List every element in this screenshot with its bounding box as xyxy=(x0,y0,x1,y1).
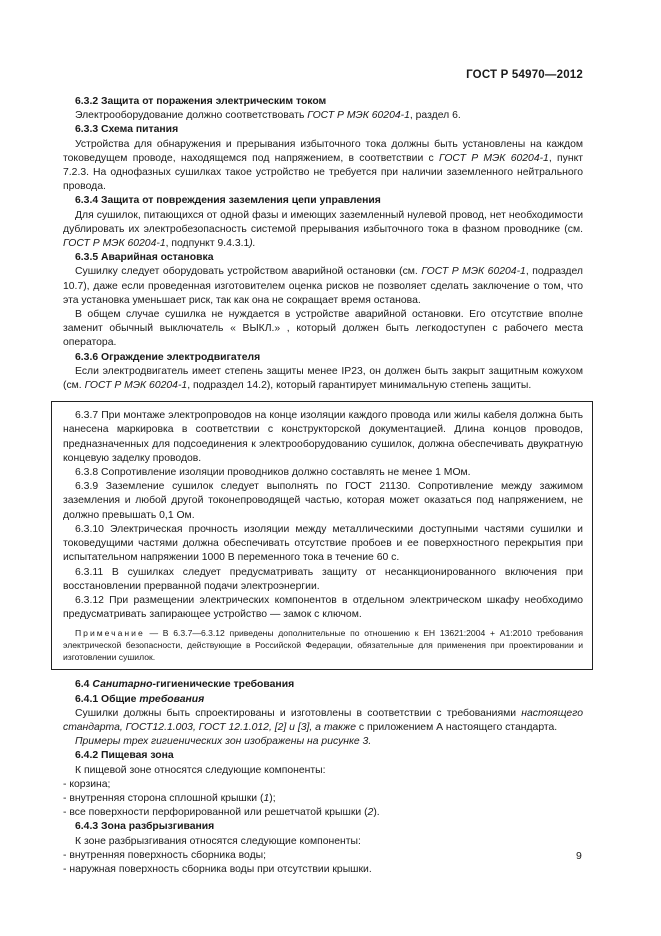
section-6-4-1-title: 6.4.1 Общие требования xyxy=(75,693,205,705)
section-6-3-3-title: 6.3.3 Схема питания xyxy=(75,124,179,136)
page-number: 9 xyxy=(576,850,582,862)
page-content xyxy=(63,95,583,877)
section-6-4-3-title: 6.4.3 Зона разбрызгивания xyxy=(75,821,215,833)
section-6-3-5-title: 6.3.5 Аварийная остановка xyxy=(75,252,214,264)
clause-6-3-9: 6.3.9 Заземление сушилок следует выполнять по ГОСТ 21130. Сопротивление между зажимом заземления и любой другой токонепроводящей частью, которая может оказаться под напряжением, не должно превышать 0,1 Ом. xyxy=(63,481,583,521)
document-header: ГОСТ Р 54970—2012 xyxy=(466,69,583,81)
note-label: Примечание xyxy=(75,628,145,639)
clause-6-3-10: 6.3.10 Электрическая прочность изоляции между металлическими доступными частями сушилки и токоведущими частями должна обеспечивать отсутствие пробоев и ее поверхностного перекрытия при испытательном напряжении 1000 В переменного тока в течение 60 с. xyxy=(63,523,583,564)
list-item: - наружная поверхность сборника воды при отсутствии крышки. xyxy=(63,863,372,875)
list-item: - корзина; xyxy=(63,778,111,790)
section-6-4-1-text: Сушилки должны быть спроектированы и изготовлены в соответствии с требованиями настоящего стандарта, ГОСТ12.1.003, ГОСТ 12.1.012, [2] и [3], а также с приложением А настоящего стандарта. xyxy=(63,707,583,733)
section-6-4-2-intro: К пищевой зоне относятся следующие компоненты: xyxy=(75,764,326,776)
list-item: - все поверхности перфорированной или решетчатой крышки (2). xyxy=(63,807,380,819)
section-6-4-3-intro: К зоне разбрызгивания относятся следующие компоненты: xyxy=(75,835,361,847)
list-item: - внутренняя сторона сплошной крышки (1); xyxy=(63,792,276,804)
section-6-4-1-figure-ref: Примеры трех гигиенических зон изображены на рисунке 3. xyxy=(75,736,372,748)
section-6-3-2-title: 6.3.2 Защита от поражения электрическим током xyxy=(75,96,327,107)
boxed-national-requirements xyxy=(51,401,593,670)
clause-6-3-8: 6.3.8 Сопротивление изоляции проводников должно составлять не менее 1 МОм. xyxy=(75,467,471,479)
section-6-4-title: 6.4 Санитарно-гигиенические требования xyxy=(75,679,295,691)
section-6-3-6-title: 6.3.6 Ограждение электродвигателя xyxy=(75,351,261,363)
section-6-3-6-text: Если электродвигатель имеет степень защиты менее IP23, он должен быть закрыт защитным кожухом (см. ГОСТ Р МЭК 60204-1, подраздел 14.2), который гарантирует минимальную степень защиты. xyxy=(63,365,583,392)
section-6-4-2-title: 6.4.2 Пищевая зона xyxy=(75,750,174,762)
section-6-3-4-title: 6.3.4 Защита от повреждения заземления цепи управления xyxy=(75,195,381,207)
section-6-3-4-text: Для сушилок, питающихся от одной фазы и имеющих заземленный нулевой провод, нет необходимости дублировать их электробезопасность системой прерывания избыточного тока в фазном проводнике (см. ГОСТ Р МЭК 60204-1, подпункт 9.4.3.1). xyxy=(63,209,583,250)
section-6-3-5-text-2: В общем случае сушилка не нуждается в устройстве аварийной остановки. Его отсутствие вполне заменит обычный выключатель « ВЫКЛ.» , который должен быть легкодоступен с рабочего места оператора. xyxy=(63,309,583,349)
note: Примечание — В 6.3.7—6.3.12 приведены дополнительные по отношению к ЕН 13621:2004 + А1:2010 требования электрической безопасности, действующие в Российской Федерации, обязательные для применения при проектировании и изготовлении сушилок. xyxy=(63,628,583,663)
list-item: - внутренняя поверхность сборника воды; xyxy=(63,849,267,861)
section-6-3-3-text: Устройства для обнаружения и прерывания избыточного тока должны быть установлены на каждом токоведущем проводе, находящемся под напряжением, в соответствии с ГОСТ Р МЭК 60204-1, пункт 7.2.3. На однофазных сушилках такое устройство не требуется при наличии заземленного нейтрального провода. xyxy=(63,138,583,193)
clause-6-3-7: 6.3.7 При монтаже электропроводов на конце изоляции каждого провода или жилы кабеля должна быть нанесена маркировка в соответствии с конструкторской документацией. Длина концов проводов, предназначенных для подсоединения к электрооборудованию сушилок, должна обеспечивать двукратную концевую заделку проводов. xyxy=(63,410,583,464)
clause-6-3-12: 6.3.12 При размещении электрических компонентов в отдельном электрическом шкафу необходимо предусматривать запирающее устройство — замок с ключом. xyxy=(63,594,583,621)
clause-6-3-11: 6.3.11 В сушилках следует предусматривать защиту от несанкционированного включения при восстановлении прерванной подачи электроэнергии. xyxy=(63,566,583,592)
section-6-3-5-text: Сушилку следует оборудовать устройством аварийной остановки (см. ГОСТ Р МЭК 60204-1, подраздел 10.7), даже если проведенная изготовителем оценка рисков не позволяет сделать заключение о том, что эта установка уменьшает риск, так как она не сокращает время останова. xyxy=(63,266,583,306)
section-6-3-2-text: Электрооборудование должно соответствовать ГОСТ Р МЭК 60204-1, раздел 6. xyxy=(75,110,461,122)
